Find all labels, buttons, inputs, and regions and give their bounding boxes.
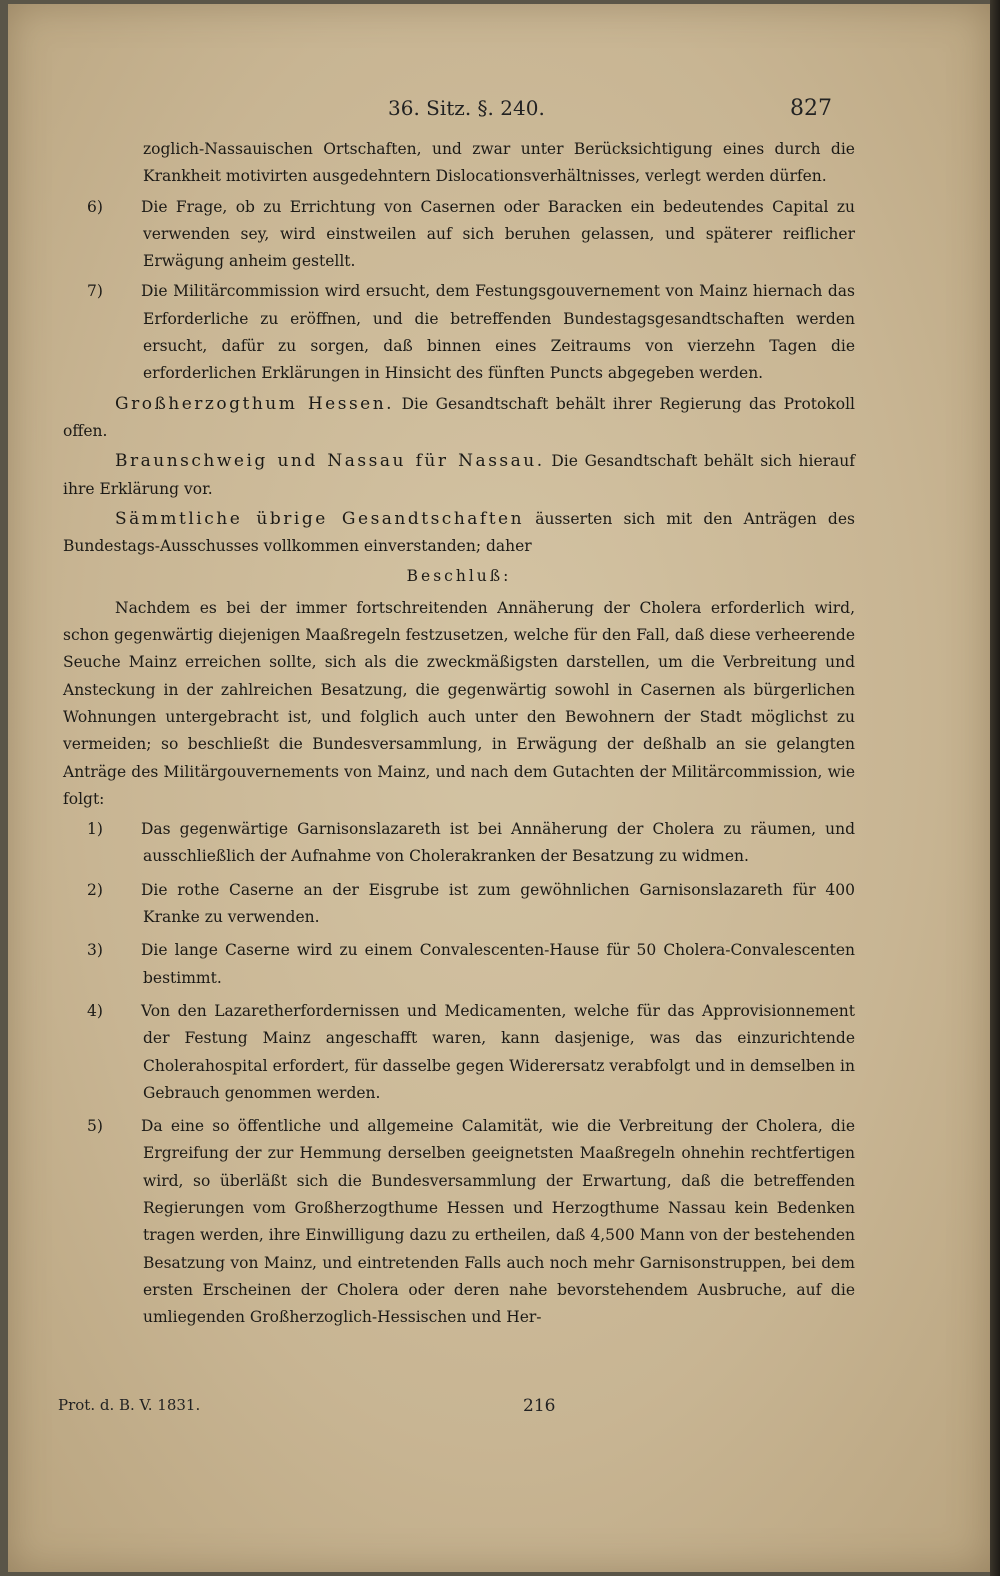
item-text: Die Militärcommission wird ersucht, dem Festungsgouvernement von Mainz hiernach das Erforderliche zu eröffnen, und die betreffenden Bundestagsgesandtschaften werden ersucht, dafür zu sorgen, daß binnen eines Zeitraums von vierzehn Tagen die erforderlichen Erklärungen in Hinsicht des fünften Puncts abgegeben werden. (141, 282, 855, 383)
braunschweig-text: Die Gesandtschaft behält sich hierauf ihre Erklärung vor. (63, 452, 855, 498)
book-edge (990, 0, 1000, 1576)
list-item-6 (63, 194, 855, 276)
uebrige-paragraph (63, 506, 855, 561)
resolution-text: Das gegenwärtige Garnisonslazareth ist bei Annäherung der Cholera zu räumen, und ausschließlich der Aufnahme von Cholerakranken der Besatzung zu widmen. (141, 820, 855, 866)
resolution-number: 5) (87, 1117, 103, 1136)
item-number: 6) (87, 197, 103, 216)
hessen-text: Die Gesandtschaft behält ihrer Regierung das Protokoll offen. (63, 394, 855, 440)
list-item-7 (63, 278, 855, 387)
resolution-item (63, 1113, 855, 1331)
item-number: 7) (87, 282, 103, 301)
resolution-text: Von den Lazaretherfordernissen und Medicamenten, welche für das Approvisionnement der Festung Mainz angeschafft waren, kann dasjenige, was das einzurichtende Cholerahospital erfordert, für dasselbe gegen Widerersatz verabfolgt und in demselben in Gebrauch genommen werden. (141, 1001, 855, 1102)
document-body (63, 136, 855, 1337)
resolution-item (63, 877, 855, 932)
item-text: Die Frage, ob zu Errichtung von Casernen oder Baracken ein bedeutendes Capital zu verwenden sey, wird einstweilen auf sich beruhen gelassen, und späterer reiflicher Erwägung anheim gestellt. (141, 197, 855, 271)
uebrige-heading: Sämmtliche übrige Gesandtschaften (115, 508, 525, 529)
hessen-paragraph (63, 391, 855, 446)
resolution-text: Da eine so öffentliche und allgemeine Calamität, wie die Verbreitung der Cholera, die Ergreifung der zur Hemmung derselben geeignetsten Maaßregeln ohnehin rechtfertigen wird, so überläßt sich die Bundesversammlung der Erwartung, daß die betreffenden Regierungen vom Großherzogthume Hessen und Herzogthume Nassau kein Bedenken tragen werden, ihre Einwilligung dazu zu ertheilen, daß 4,500 Mann von der bestehenden Besatzung von Mainz, und eintretenden Falls auch noch mehr Garnisonstruppen, bei dem ersten Erscheinen der Cholera oder deren nahe bevorstehendem Ausbruche, auf die umliegenden Großherzoglich-Hessischen und Her- (141, 1117, 855, 1327)
section-reference: 36. Sitz. §. 240. (388, 96, 545, 120)
resolution-text: Die rothe Caserne an der Eisgrube ist zum gewöhnlichen Garnisonslazareth für 400 Kranke zu verwenden. (141, 880, 855, 927)
braunschweig-paragraph (63, 448, 855, 503)
resolution-item (63, 816, 855, 871)
resolution-item (63, 998, 855, 1107)
resolution-number: 3) (87, 941, 103, 960)
resolution-list (63, 816, 855, 1331)
resolution-number: 2) (87, 880, 103, 899)
page-number: 827 (790, 96, 832, 121)
resolution-number: 4) (87, 1001, 103, 1020)
braunschweig-heading: Braunschweig und Nassau für Nassau. (115, 451, 545, 472)
beschluss-paragraph: Nachdem es bei der immer fortschreitenden Annäherung der Cholera erforderlich wird, schon gegenwärtig diejenigen Maaßregeln festzusetzen, welche für den Fall, daß diese verheerende Seuche Mainz erreichen sollte, sich als die zweckmäßigsten darstellen, um die Verbreitung und Ansteckung in der zahlreichen Besatzung, die gegenwärtig sowohl in Casernen als bürgerlichen Wohnungen untergebracht ist, und folglich auch unter den Bewohnern der Stadt möglichst zu vermeiden; so beschließt die Bundesversammlung, in Erwägung der deßhalb an sie gelangten Anträge des Militärgouvernements von Mainz, und nach dem Gutachten der Militärcommission, wie folgt: (63, 598, 855, 808)
signature-number: 216 (523, 1396, 556, 1416)
protocol-reference: Prot. d. B. V. 1831. (58, 1396, 201, 1414)
resolution-text: Die lange Caserne wird zu einem Convalescenten-Hause für 50 Cholera-Convalescenten bestimmt. (141, 941, 855, 987)
page-header (8, 96, 990, 126)
continued-paragraph: zoglich-Nassauischen Ortschaften, und zwar unter Berücksichtigung eines durch die Krankheit motivirten ausgedehntern Dislocationsverhältnisses, verlegt werden dürfen. (143, 140, 855, 186)
hessen-heading: Großherzogthum Hessen. (115, 393, 395, 414)
uebrige-text: äusserten sich mit den Anträgen des Bundestags-Ausschusses vollkommen einverstanden; daher (63, 509, 855, 556)
document-page (8, 4, 990, 1572)
resolution-item (63, 937, 855, 992)
beschluss-heading: Beschluß: (406, 567, 512, 586)
resolution-number: 1) (87, 820, 103, 839)
